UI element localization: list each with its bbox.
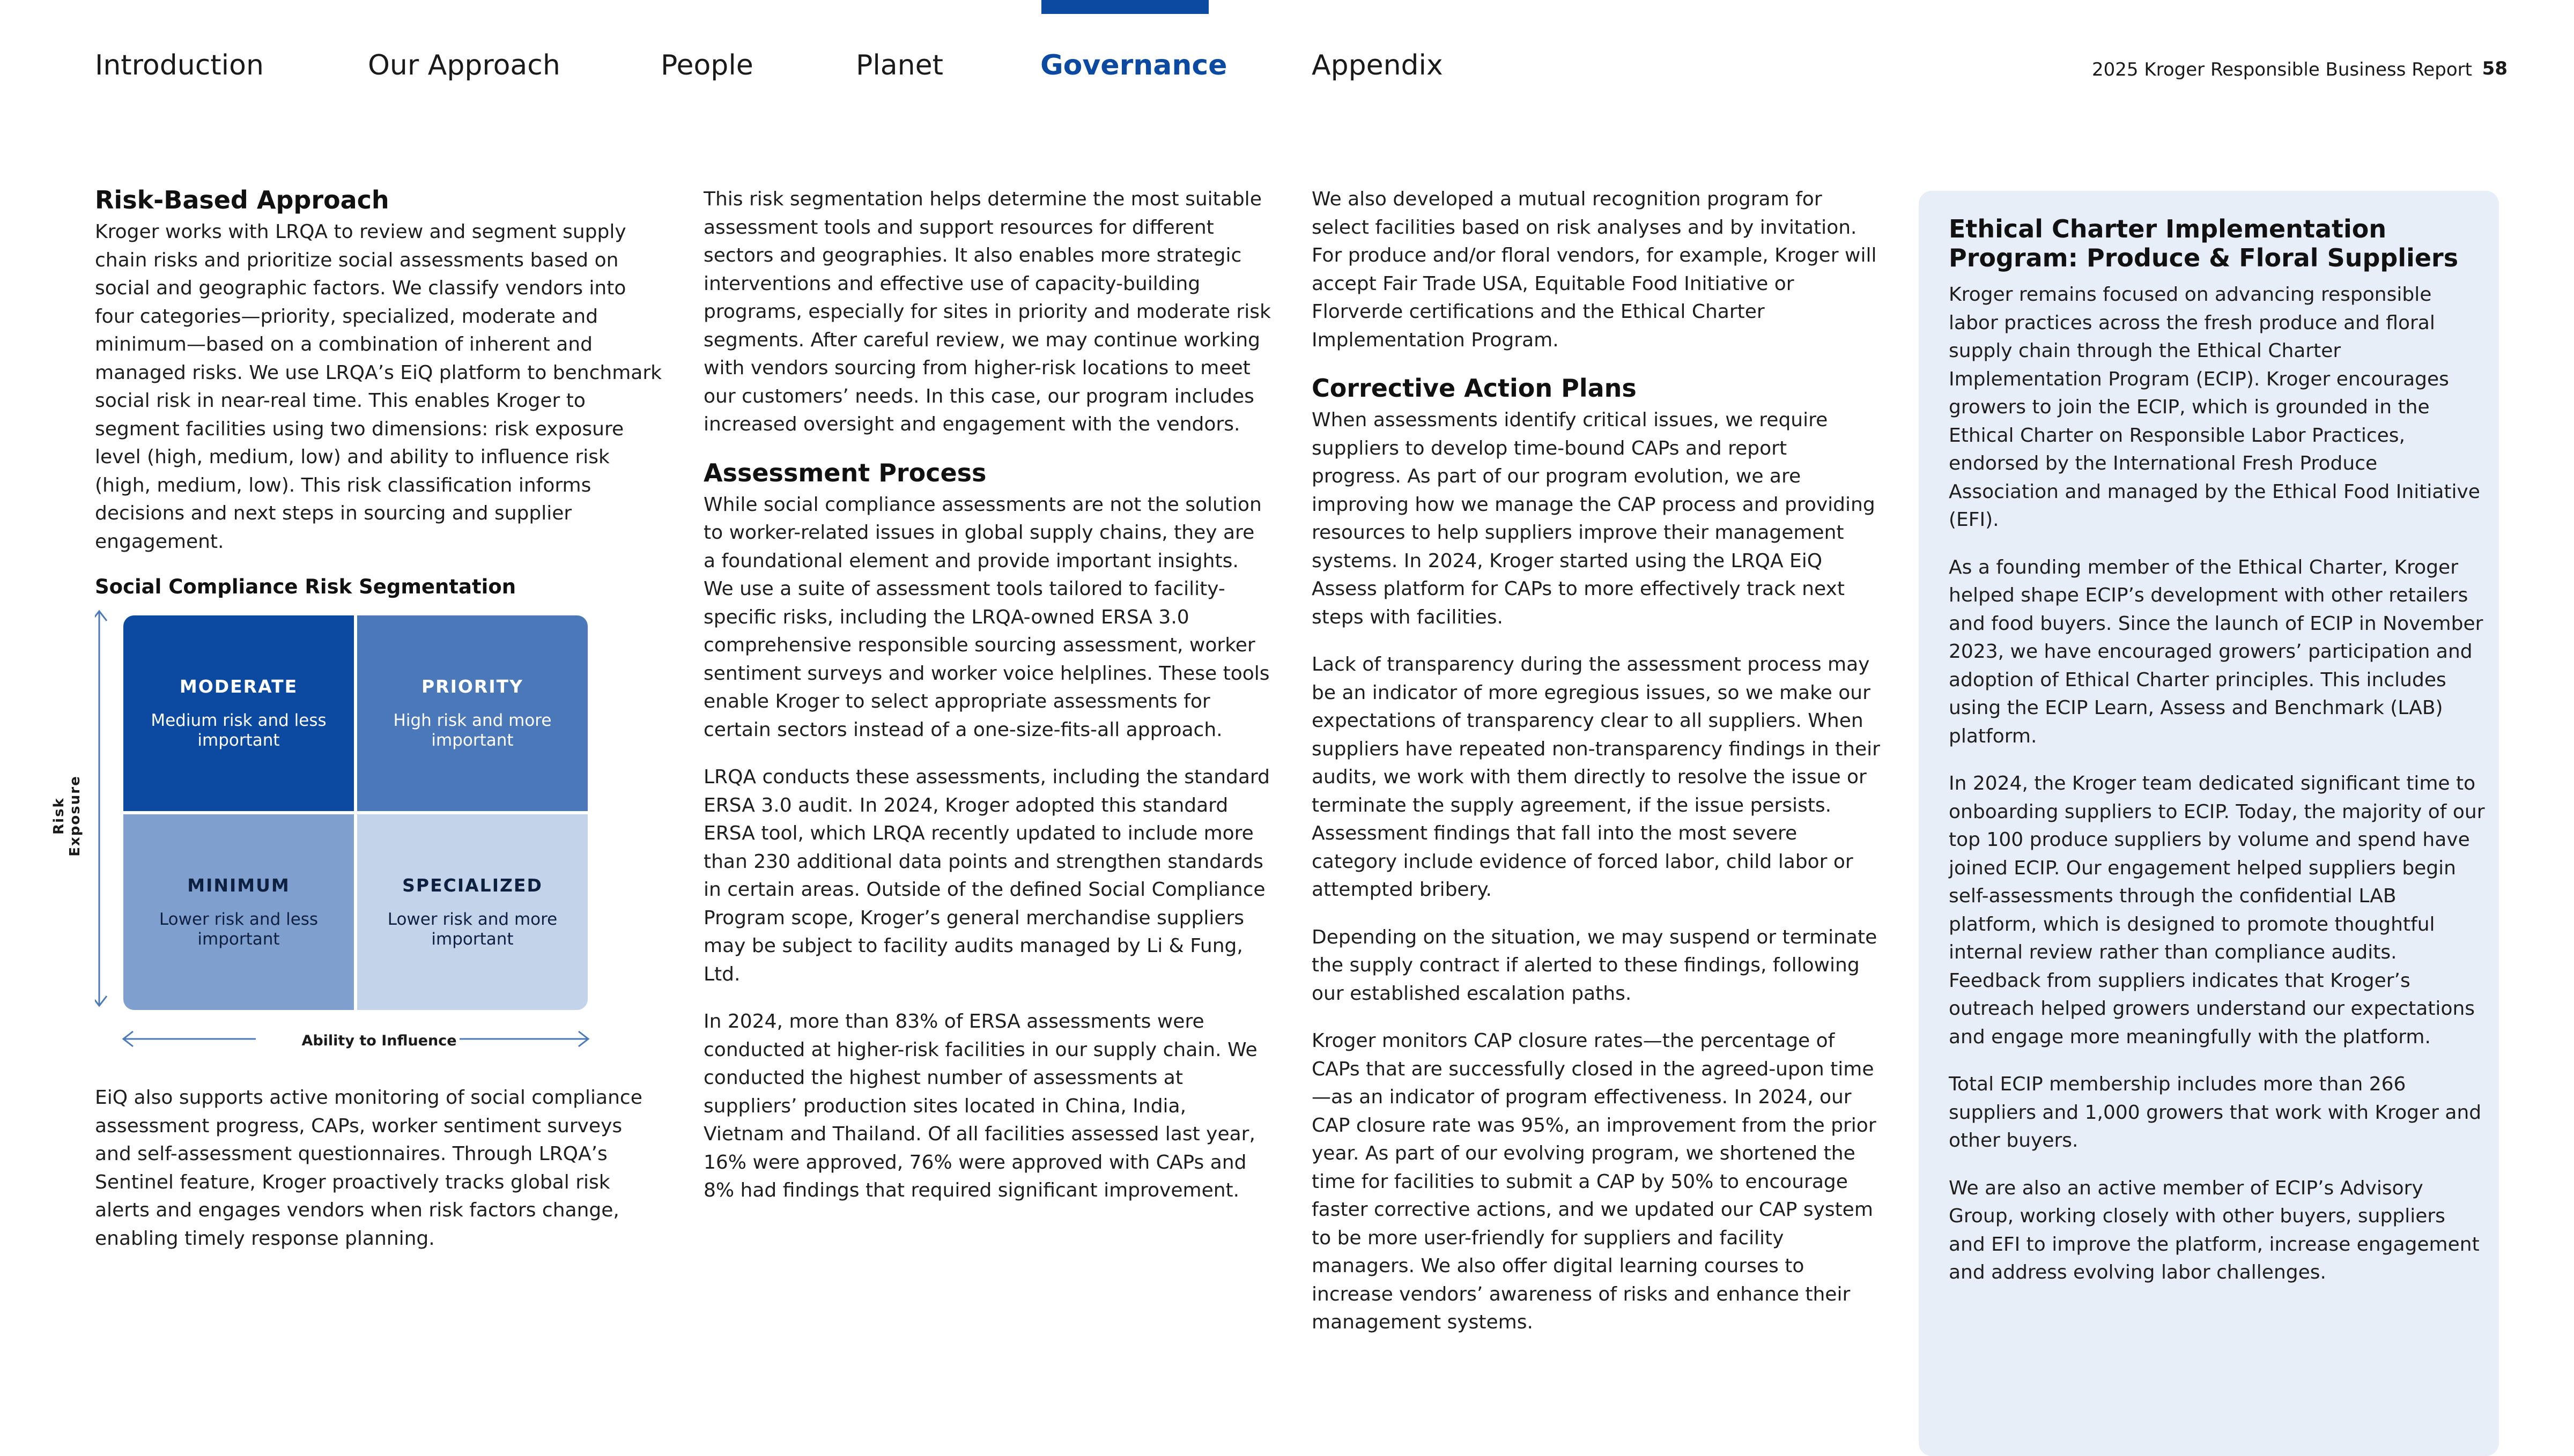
ecip-sidebar-panel bbox=[1919, 191, 2499, 1456]
segmentation-text: This risk segmentation helps determine the most suitable assessment tools and support resources for different sectors and geographies. It also enables more strategic interventions and effective use of capacity-building programs, especially for sites in priority and moderate risk segments. After careful review, we may continue working with vendors sourcing from higher-risk locations to meet our customers’ needs. In this case, our program includes increased oversight and engagement with the vendors. bbox=[704, 188, 1271, 435]
ecip-text-5: We are also an active member of ECIP’s Advisory Group, working closely with other buyers, suppliers and EFI to improve the platform, increase engagement and address evolving labor challenges. bbox=[1949, 1177, 2480, 1283]
ecip-heading: Ethical Charter Implementation Program: Produce & Floral Suppliers bbox=[1949, 214, 2459, 272]
ecip-text-1: Kroger remains focused on advancing responsible labor practices across the fresh produce and floral supply chain through the Ethical Charter Implementation Program (ECIP). Kroger encourages growers to join the ECIP, which is grounded in the Ethical Charter on Responsible Labor Practices, endorsed by the International Fresh Produce Association and managed by the Ethical Food Initiative (EFI). bbox=[1949, 284, 2480, 531]
matrix-cell-specialized bbox=[357, 814, 588, 1010]
eiq-monitoring-text: EiQ also supports active monitoring of social compliance assessment progress, CAPs, worker sentiment surveys and self-assessment questionnaires. Through LRQA’s Sentinel feature, Kroger proactively tracks global risk alerts and engages vendors when risk factors change, enabling timely response planning. bbox=[95, 1087, 642, 1250]
column-2 bbox=[704, 185, 1272, 1224]
corrective-action-plans-heading: Corrective Action Plans bbox=[1312, 374, 1637, 403]
cap-text-1: When assessments identify critical issues, we require suppliers to develop time-bound CAPs and report progress. As part of our program evolution, we are improving how we manage the CAP process and providing resources to help suppliers improve their management systems. In 2024, Kroger started using the LRQA EiQ Assess platform for CAPs to more effectively track next steps with facilities. bbox=[1312, 409, 1875, 628]
assessment-process-heading: Assessment Process bbox=[704, 458, 987, 487]
risk-based-approach-text: Kroger works with LRQA to review and segment supply chain risks and prioritize social assessments based on social and geographic factors. We classify vendors into four categories—priority, specialized, moderate and minimum—based on a combination of inherent and managed risks. We use LRQA’s EiQ platform to benchmark social risk in near-real time. This enables Kroger to segment facilities using two dimensions: risk exposure level (high, medium, low) and ability to influence risk (high, medium, low). This risk classification informs decisions and next steps in sourcing and supplier engagement. bbox=[95, 221, 662, 553]
nav-planet[interactable]: Planet bbox=[856, 49, 944, 81]
active-tab-indicator bbox=[1041, 0, 1209, 14]
y-axis-label: Risk Exposure bbox=[51, 775, 83, 857]
nav-governance[interactable]: Governance bbox=[1040, 49, 1227, 81]
ecip-text-3: In 2024, the Kroger team dedicated significant time to onboarding suppliers to ECIP. Today, the majority of our top 100 produce suppliers by volume and spend have joined ECIP. Our engagement helped suppliers begin self-assessments through the confidential LAB platform, which is designed to promote thoughtful internal review rather than compliance audits. Feedback from suppliers indicates that Kroger’s outreach helped growers understand our expectations and engage more meaningfully with the platform. bbox=[1949, 772, 2485, 1048]
ecip-text-2: As a founding member of the Ethical Charter, Kroger helped shape ECIP’s development with other retailers and food buyers. Since the launch of ECIP in November 2023, we have encouraged growers’ participation and adoption of Ethical Charter principles. This includes using the ECIP Learn, Assess and Benchmark (LAB) platform. bbox=[1949, 556, 2483, 747]
column-3 bbox=[1312, 185, 1880, 1356]
matrix-cell-priority bbox=[357, 615, 588, 811]
ecip-text-4: Total ECIP membership includes more than 266 suppliers and 1,000 growers that work with Kroger and other buyers. bbox=[1949, 1073, 2482, 1152]
minimum-description: Lower risk and less important bbox=[159, 910, 319, 949]
moderate-description: Medium risk and less important bbox=[151, 711, 327, 751]
nav-appendix[interactable]: Appendix bbox=[1312, 49, 1443, 81]
mutual-recognition-text: We also developed a mutual recognition program for select facilities based on risk analyses and by invitation. For produce and/or floral vendors, for example, Kroger will accept Fair Trade USA, Equitable Food Initiative or Florverde certifications and the Ethical Charter Implementation Program. bbox=[1312, 188, 1877, 351]
nav-introduction[interactable]: Introduction bbox=[95, 49, 264, 81]
cap-text-2: Lack of transparency during the assessment process may be an indicator of more egregious issues, so we make our expectations of transparency clear to all suppliers. When suppliers have repeated non-transparency findings in their audits, we work with them directly to resolve the issue or terminate the supply agreement, if the issue persists. Assessment findings that fall into the most severe category include evidence of forced labor, child labor or attempted bribery. bbox=[1312, 653, 1880, 901]
assessment-process-text-1: While social compliance assessments are not the solution to worker-related issues in global supply chains, they are a foundational element and provide important insights. We use a suite of assessment tools tailored to facility-specific risks, including the LRQA-owned ERSA 3.0 comprehensive responsible sourcing assessment, worker sentiment surveys and worker voice helplines. These tools enable Kroger to select appropriate assessments for certain sectors instead of a one-size-fits-all approach. bbox=[704, 493, 1270, 741]
cap-text-3: Depending on the situation, we may suspend or terminate the supply contract if alerted to these findings, following our established escalation paths. bbox=[1312, 926, 1877, 1005]
nav-people[interactable]: People bbox=[661, 49, 753, 81]
minimum-title: MINIMUM bbox=[187, 875, 290, 896]
moderate-title: MODERATE bbox=[179, 676, 298, 697]
page-number: 58 bbox=[2482, 58, 2508, 79]
nav-our-approach[interactable]: Our Approach bbox=[368, 49, 560, 81]
matrix-cell-minimum bbox=[123, 814, 354, 1010]
assessment-process-text-2: LRQA conducts these assessments, including the standard ERSA 3.0 audit. In 2024, Kroger adopted this standard ERSA tool, which LRQA recently updated to include more than 230 additional data points and strengthen standards in certain areas. Outside of the defined Social Compliance Program scope, Kroger’s general merchandise suppliers may be subject to facility audits managed by Li & Fung, Ltd. bbox=[704, 766, 1270, 985]
risk-based-approach-heading: Risk-Based Approach bbox=[95, 185, 389, 214]
report-title: 2025 Kroger Responsible Business Report bbox=[2092, 59, 2472, 80]
top-navigation bbox=[0, 0, 2574, 107]
x-axis-label: Ability to Influence bbox=[301, 1032, 457, 1050]
matrix-cell-moderate bbox=[123, 615, 354, 811]
figure-title: Social Compliance Risk Segmentation bbox=[95, 575, 516, 599]
cap-text-4: Kroger monitors CAP closure rates—the percentage of CAPs that are successfully closed in the agreed-upon time—as an indicator of program effectiveness. In 2024, our CAP closure rate was 95%, an improvement from the prior year. As part of our evolving program, we shortened the time for facilities to submit a CAP by 50% to encourage faster corrective actions, and we updated our CAP system to be more user-friendly for suppliers and facility managers. We also offer digital learning courses to increase vendors’ awareness of risks and enhance their management systems. bbox=[1312, 1030, 1876, 1334]
panel-content bbox=[1949, 214, 2485, 1306]
priority-title: PRIORITY bbox=[421, 676, 524, 697]
specialized-title: SPECIALIZED bbox=[402, 875, 543, 896]
priority-description: High risk and more important bbox=[393, 711, 552, 751]
assessment-process-text-3: In 2024, more than 83% of ERSA assessments were conducted at higher-risk facilities in our supply chain. We conducted the highest number of assessments at suppliers’ production sites located in China, India, Vietnam and Thailand. Of all facilities assessed last year, 16% were approved, 76% were approved with CAPs and 8% had findings that required significant improvement. bbox=[704, 1011, 1258, 1202]
specialized-description: Lower risk and more important bbox=[387, 910, 558, 949]
risk-segmentation-matrix bbox=[51, 609, 663, 1070]
column-1 bbox=[51, 185, 663, 1272]
